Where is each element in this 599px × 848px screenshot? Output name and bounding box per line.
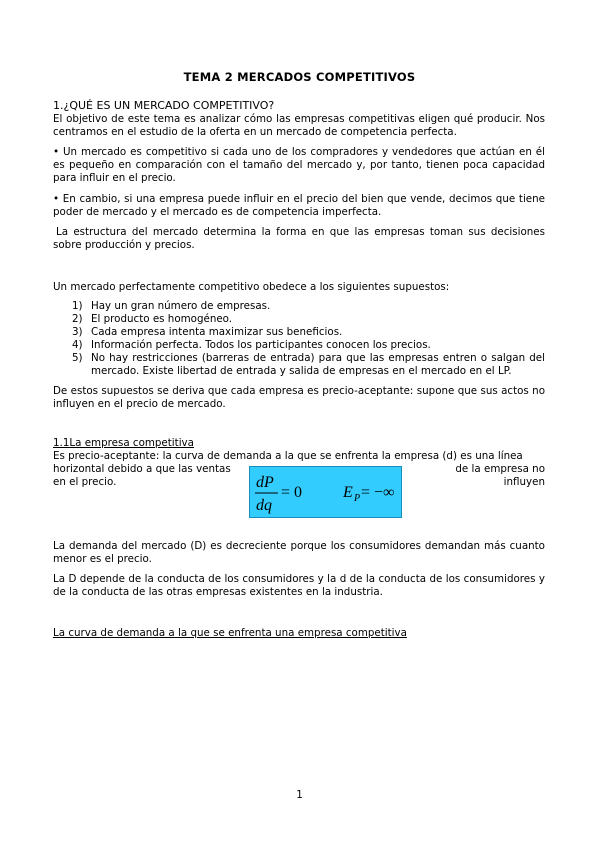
price-taker-line-2-right: de la empresa no influyen — [455, 463, 545, 488]
demand-slope-formula — [249, 466, 402, 518]
list-item: 2) El producto es homogéneo. — [72, 313, 233, 325]
elasticity-rhs: = −∞ — [361, 484, 395, 501]
page-number: 1 — [296, 789, 303, 801]
structure-paragraph: La estructura del mercado determina la forma en que las empresas toman sus decisiones sobre producción y precios. — [53, 226, 545, 251]
assumptions-intro: Un mercado perfectamente competitivo obedece a los siguientes supuestos: — [53, 281, 450, 293]
list-item: 3) Cada empresa intenta maximizar sus beneficios. — [72, 326, 343, 338]
page-title: TEMA 2 MERCADOS COMPETITIVOS — [183, 70, 416, 84]
elasticity-symbol: E — [343, 484, 353, 501]
conclusion-paragraph: De estos supuestos se deriva que cada empresa es precio-aceptante: supone que sus actos no influyen en el precio de mercado. — [53, 385, 545, 410]
formula-rhs: = 0 — [281, 484, 303, 501]
bullet-imperfect: • En cambio, si una empresa puede influir en el precio del bien que vende, decimos que tiene poder de mercado y el mercado es de competencia imperfecta. — [53, 193, 545, 218]
demand-curve-heading: La curva de demanda a la que se enfrenta una empresa competitiva — [53, 627, 407, 639]
market-demand-paragraph: La demanda del mercado (D) es decreciente porque los consumidores demandan más cuanto menor es el precio. — [53, 540, 545, 565]
price-taker-line-3: en el precio. — [53, 476, 117, 488]
elasticity-subscript: P — [354, 493, 361, 504]
assumptions-list — [53, 300, 545, 378]
price-taker-line-1: Es precio-aceptante: la curva de demanda a la que se enfrenta la empresa (d) es una línea — [53, 450, 523, 462]
intro-paragraph: El objetivo de este tema es analizar cómo las empresas competitivas eligen qué producir. Nos centramos en el estudio de la oferta en un mercado de competencia perfecta. — [53, 113, 545, 138]
list-item: 5) No hay restricciones (barreras de entrada) para que las empresas entren o salgan del mercado. Existe libertad de entrada y salida de empresas en el mercado en el LP. — [72, 352, 545, 377]
section-heading-1: 1.¿QUÉ ES UN MERCADO COMPETITIVO? — [53, 99, 275, 112]
bullet-competitive: • Un mercado es competitivo si cada uno de los compradores y vendedores que actúan en él es pequeño en comparación con el tamaño del mercado y, por tanto, tienen poca capacidad para influir en el precio. — [53, 146, 545, 184]
formula-graphic — [250, 467, 401, 517]
price-taker-line-2-left: horizontal debido a que las ventas — [53, 463, 231, 475]
section-heading-1-1: 1.1La empresa competitiva — [53, 437, 194, 449]
list-item: 4) Información perfecta. Todos los participantes conocen los precios. — [72, 339, 431, 351]
formula-numerator: dP — [256, 474, 274, 491]
formula-denominator: dq — [256, 497, 272, 514]
demand-depends-paragraph: La D depende de la conducta de los consumidores y la d de la conducta de los consumidores y de la conducta de las otras empresas existentes en la industria. — [53, 573, 545, 598]
list-item: 1) Hay un gran número de empresas. — [72, 300, 271, 312]
